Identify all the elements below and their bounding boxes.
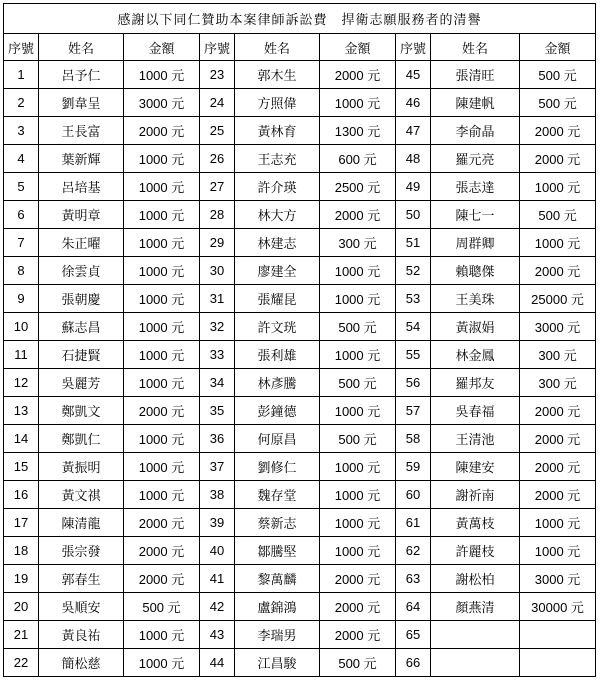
table-row xyxy=(4,173,596,201)
serial-number-cell: 44 xyxy=(200,649,235,677)
col-header-amount: 金額 xyxy=(124,34,200,61)
serial-number-cell: 40 xyxy=(200,537,235,565)
table-row xyxy=(4,229,596,257)
serial-number-cell: 22 xyxy=(4,649,39,677)
col-header-no: 序號 xyxy=(4,34,39,61)
donation-amount-cell: 1000 元 xyxy=(124,341,200,369)
donation-amount-cell xyxy=(520,621,596,649)
serial-number-cell: 37 xyxy=(200,453,235,481)
donor-name-cell: 蔡新志 xyxy=(235,509,320,537)
donation-amount-cell: 2000 元 xyxy=(520,453,596,481)
serial-number-cell: 42 xyxy=(200,593,235,621)
serial-number-cell: 64 xyxy=(396,593,431,621)
serial-number-cell: 9 xyxy=(4,285,39,313)
serial-number-cell: 56 xyxy=(396,369,431,397)
donation-amount-cell: 3000 元 xyxy=(520,565,596,593)
donation-amount-cell: 2000 元 xyxy=(124,537,200,565)
donation-amount-cell: 2000 元 xyxy=(520,117,596,145)
donor-name-cell: 徐雲貞 xyxy=(39,257,124,285)
donation-amount-cell: 1000 元 xyxy=(124,425,200,453)
donor-name-cell: 劉修仁 xyxy=(235,453,320,481)
serial-number-cell: 46 xyxy=(396,89,431,117)
donation-amount-cell: 1000 元 xyxy=(124,453,200,481)
serial-number-cell: 10 xyxy=(4,313,39,341)
serial-number-cell: 15 xyxy=(4,453,39,481)
serial-number-cell: 39 xyxy=(200,509,235,537)
donor-name-cell: 王長富 xyxy=(39,117,124,145)
serial-number-cell: 5 xyxy=(4,173,39,201)
donor-name-cell: 陳七一 xyxy=(431,201,520,229)
serial-number-cell: 16 xyxy=(4,481,39,509)
donation-amount-cell xyxy=(520,649,596,677)
serial-number-cell: 34 xyxy=(200,369,235,397)
table-row xyxy=(4,145,596,173)
table-row xyxy=(4,313,596,341)
serial-number-cell: 57 xyxy=(396,397,431,425)
donation-amount-cell: 1000 元 xyxy=(320,89,396,117)
donor-name-cell: 張宗發 xyxy=(39,537,124,565)
serial-number-cell: 51 xyxy=(396,229,431,257)
donation-amount-cell: 1000 元 xyxy=(124,621,200,649)
table-row xyxy=(4,509,596,537)
donor-name-cell: 林建志 xyxy=(235,229,320,257)
donor-name-cell xyxy=(431,649,520,677)
serial-number-cell: 32 xyxy=(200,313,235,341)
donor-name-cell: 羅邦友 xyxy=(431,369,520,397)
donation-amount-cell: 300 元 xyxy=(520,369,596,397)
col-header-name: 姓名 xyxy=(235,34,320,61)
donation-amount-cell: 2000 元 xyxy=(320,593,396,621)
donor-name-cell: 黃良祐 xyxy=(39,621,124,649)
donor-name-cell: 劉韋呈 xyxy=(39,89,124,117)
donation-amount-cell: 500 元 xyxy=(124,593,200,621)
donation-amount-cell: 2000 元 xyxy=(124,509,200,537)
serial-number-cell: 27 xyxy=(200,173,235,201)
donor-name-cell: 王清池 xyxy=(431,425,520,453)
donor-name-cell: 盧錦鴻 xyxy=(235,593,320,621)
serial-number-cell: 52 xyxy=(396,257,431,285)
donor-name-cell: 朱正曜 xyxy=(39,229,124,257)
donor-name-cell: 鄭凱仁 xyxy=(39,425,124,453)
donor-name-cell: 彭鐘德 xyxy=(235,397,320,425)
serial-number-cell: 21 xyxy=(4,621,39,649)
col-header-name: 姓名 xyxy=(431,34,520,61)
donation-amount-cell: 2000 元 xyxy=(320,201,396,229)
donation-amount-cell: 600 元 xyxy=(320,145,396,173)
donor-name-cell: 周群卿 xyxy=(431,229,520,257)
donation-amount-cell: 1000 元 xyxy=(124,257,200,285)
donation-amount-cell: 1000 元 xyxy=(124,61,200,89)
donor-name-cell: 顏燕清 xyxy=(431,593,520,621)
donor-name-cell: 林金鳳 xyxy=(431,341,520,369)
donation-amount-cell: 1000 元 xyxy=(124,369,200,397)
donation-amount-cell: 500 元 xyxy=(520,61,596,89)
col-header-amount: 金額 xyxy=(520,34,596,61)
serial-number-cell: 48 xyxy=(396,145,431,173)
donation-amount-cell: 1300 元 xyxy=(320,117,396,145)
table-row xyxy=(4,425,596,453)
donor-name-cell: 呂予仁 xyxy=(39,61,124,89)
serial-number-cell: 4 xyxy=(4,145,39,173)
donation-amount-cell: 1000 元 xyxy=(320,285,396,313)
table-row xyxy=(4,649,596,677)
donation-amount-cell: 1000 元 xyxy=(124,145,200,173)
donation-amount-cell: 1000 元 xyxy=(124,173,200,201)
donation-amount-cell: 2000 元 xyxy=(320,565,396,593)
table-row xyxy=(4,537,596,565)
donor-name-cell: 陳建帆 xyxy=(431,89,520,117)
table-row xyxy=(4,565,596,593)
table-row xyxy=(4,397,596,425)
donor-table xyxy=(3,3,596,677)
serial-number-cell: 50 xyxy=(396,201,431,229)
serial-number-cell: 65 xyxy=(396,621,431,649)
donation-amount-cell: 2000 元 xyxy=(520,397,596,425)
donation-amount-cell: 3000 元 xyxy=(520,313,596,341)
donor-name-cell: 吳順安 xyxy=(39,593,124,621)
serial-number-cell: 18 xyxy=(4,537,39,565)
donation-amount-cell: 1000 元 xyxy=(124,229,200,257)
donation-amount-cell: 2000 元 xyxy=(124,565,200,593)
donation-amount-cell: 2000 元 xyxy=(520,257,596,285)
donor-name-cell: 謝祈南 xyxy=(431,481,520,509)
donor-name-cell: 吳麗芳 xyxy=(39,369,124,397)
serial-number-cell: 20 xyxy=(4,593,39,621)
donation-amount-cell: 1000 元 xyxy=(124,285,200,313)
donation-amount-cell: 1000 元 xyxy=(124,201,200,229)
donor-name-cell: 黃明章 xyxy=(39,201,124,229)
donation-amount-cell: 1000 元 xyxy=(320,509,396,537)
donor-name-cell: 張志達 xyxy=(431,173,520,201)
donation-amount-cell: 1000 元 xyxy=(320,257,396,285)
donor-name-cell: 林大方 xyxy=(235,201,320,229)
donation-amount-cell: 500 元 xyxy=(320,369,396,397)
donor-name-cell: 王志充 xyxy=(235,145,320,173)
donor-name-cell: 呂培基 xyxy=(39,173,124,201)
serial-number-cell: 53 xyxy=(396,285,431,313)
col-header-no: 序號 xyxy=(200,34,235,61)
serial-number-cell: 63 xyxy=(396,565,431,593)
donor-name-cell: 許文珖 xyxy=(235,313,320,341)
serial-number-cell: 43 xyxy=(200,621,235,649)
donor-name-cell: 魏存堂 xyxy=(235,481,320,509)
donation-amount-cell: 1000 元 xyxy=(520,173,596,201)
serial-number-cell: 2 xyxy=(4,89,39,117)
table-row xyxy=(4,89,596,117)
table-row xyxy=(4,117,596,145)
donation-amount-cell: 1000 元 xyxy=(320,537,396,565)
donor-name-cell: 林彥騰 xyxy=(235,369,320,397)
serial-number-cell: 6 xyxy=(4,201,39,229)
donation-amount-cell: 1000 元 xyxy=(320,453,396,481)
donor-name-cell: 李俞晶 xyxy=(431,117,520,145)
donor-name-cell: 郭木生 xyxy=(235,61,320,89)
serial-number-cell: 49 xyxy=(396,173,431,201)
table-row xyxy=(4,201,596,229)
donation-amount-cell: 2000 元 xyxy=(320,61,396,89)
serial-number-cell: 54 xyxy=(396,313,431,341)
serial-number-cell: 17 xyxy=(4,509,39,537)
serial-number-cell: 45 xyxy=(396,61,431,89)
donation-amount-cell: 2000 元 xyxy=(520,145,596,173)
donor-name-cell: 吳春福 xyxy=(431,397,520,425)
donation-amount-cell: 500 元 xyxy=(520,89,596,117)
donation-amount-cell: 1000 元 xyxy=(320,481,396,509)
donation-amount-cell: 500 元 xyxy=(320,425,396,453)
serial-number-cell: 31 xyxy=(200,285,235,313)
donation-amount-cell: 1000 元 xyxy=(320,397,396,425)
donation-amount-cell: 2000 元 xyxy=(124,397,200,425)
donor-name-cell: 張耀昆 xyxy=(235,285,320,313)
donor-name-cell: 王美珠 xyxy=(431,285,520,313)
serial-number-cell: 55 xyxy=(396,341,431,369)
donor-name-cell: 謝松柏 xyxy=(431,565,520,593)
table-row xyxy=(4,369,596,397)
serial-number-cell: 3 xyxy=(4,117,39,145)
donation-amount-cell: 1000 元 xyxy=(520,509,596,537)
serial-number-cell: 41 xyxy=(200,565,235,593)
donor-name-cell: 郭春生 xyxy=(39,565,124,593)
donation-amount-cell: 500 元 xyxy=(320,313,396,341)
donation-amount-cell: 30000 元 xyxy=(520,593,596,621)
serial-number-cell: 26 xyxy=(200,145,235,173)
donor-name-cell: 廖建全 xyxy=(235,257,320,285)
serial-number-cell: 58 xyxy=(396,425,431,453)
donation-amount-cell: 2000 元 xyxy=(520,481,596,509)
col-header-amount: 金額 xyxy=(320,34,396,61)
donor-name-cell: 黎萬麟 xyxy=(235,565,320,593)
donor-name-cell: 許麗枝 xyxy=(431,537,520,565)
serial-number-cell: 7 xyxy=(4,229,39,257)
header-row xyxy=(4,34,596,61)
table-row xyxy=(4,341,596,369)
donation-amount-cell: 3000 元 xyxy=(124,89,200,117)
donation-amount-cell: 2000 元 xyxy=(124,117,200,145)
donor-name-cell: 李瑞男 xyxy=(235,621,320,649)
donation-amount-cell: 1000 元 xyxy=(520,229,596,257)
donor-name-cell xyxy=(431,621,520,649)
donation-amount-cell: 300 元 xyxy=(320,229,396,257)
donor-name-cell: 蘇志昌 xyxy=(39,313,124,341)
donor-name-cell: 羅元亮 xyxy=(431,145,520,173)
donation-amount-cell: 1000 元 xyxy=(520,537,596,565)
donor-name-cell: 黃淑娟 xyxy=(431,313,520,341)
serial-number-cell: 12 xyxy=(4,369,39,397)
donor-name-cell: 鄭凱文 xyxy=(39,397,124,425)
table-row xyxy=(4,621,596,649)
serial-number-cell: 14 xyxy=(4,425,39,453)
table-row xyxy=(4,453,596,481)
table-row xyxy=(4,593,596,621)
serial-number-cell: 59 xyxy=(396,453,431,481)
serial-number-cell: 61 xyxy=(396,509,431,537)
serial-number-cell: 25 xyxy=(200,117,235,145)
donor-name-cell: 石捷賢 xyxy=(39,341,124,369)
donor-name-cell: 張朝慶 xyxy=(39,285,124,313)
donor-name-cell: 黃振明 xyxy=(39,453,124,481)
donor-name-cell: 方照偉 xyxy=(235,89,320,117)
donor-name-cell: 張利雄 xyxy=(235,341,320,369)
serial-number-cell: 47 xyxy=(396,117,431,145)
donor-name-cell: 江昌駿 xyxy=(235,649,320,677)
donation-amount-cell: 500 元 xyxy=(320,649,396,677)
page-title: 感謝以下同仁贊助本案律師訴訟費 捍衛志願服務者的清譽 xyxy=(4,4,596,34)
serial-number-cell: 33 xyxy=(200,341,235,369)
serial-number-cell: 13 xyxy=(4,397,39,425)
serial-number-cell: 29 xyxy=(200,229,235,257)
donation-amount-cell: 2500 元 xyxy=(320,173,396,201)
donor-name-cell: 葉新輝 xyxy=(39,145,124,173)
donation-amount-cell: 25000 元 xyxy=(520,285,596,313)
serial-number-cell: 1 xyxy=(4,61,39,89)
donation-amount-cell: 2000 元 xyxy=(520,425,596,453)
serial-number-cell: 62 xyxy=(396,537,431,565)
table-row xyxy=(4,257,596,285)
donor-name-cell: 陳清龍 xyxy=(39,509,124,537)
serial-number-cell: 24 xyxy=(200,89,235,117)
serial-number-cell: 23 xyxy=(200,61,235,89)
serial-number-cell: 8 xyxy=(4,257,39,285)
table-row xyxy=(4,481,596,509)
donation-amount-cell: 1000 元 xyxy=(124,649,200,677)
donor-name-cell: 許介瑛 xyxy=(235,173,320,201)
col-header-no: 序號 xyxy=(396,34,431,61)
serial-number-cell: 35 xyxy=(200,397,235,425)
serial-number-cell: 60 xyxy=(396,481,431,509)
donor-name-cell: 鄒騰堅 xyxy=(235,537,320,565)
table-row xyxy=(4,61,596,89)
serial-number-cell: 36 xyxy=(200,425,235,453)
donation-amount-cell: 1000 元 xyxy=(124,313,200,341)
table-row xyxy=(4,285,596,313)
donor-name-cell: 張清旺 xyxy=(431,61,520,89)
serial-number-cell: 11 xyxy=(4,341,39,369)
donation-amount-cell: 2000 元 xyxy=(320,621,396,649)
donor-name-cell: 賴聰傑 xyxy=(431,257,520,285)
donor-name-cell: 黃萬枝 xyxy=(431,509,520,537)
serial-number-cell: 38 xyxy=(200,481,235,509)
donor-name-cell: 黃文祺 xyxy=(39,481,124,509)
col-header-name: 姓名 xyxy=(39,34,124,61)
donor-name-cell: 黃林育 xyxy=(235,117,320,145)
serial-number-cell: 28 xyxy=(200,201,235,229)
donation-amount-cell: 300 元 xyxy=(520,341,596,369)
serial-number-cell: 30 xyxy=(200,257,235,285)
serial-number-cell: 19 xyxy=(4,565,39,593)
donation-amount-cell: 500 元 xyxy=(520,201,596,229)
serial-number-cell: 66 xyxy=(396,649,431,677)
donor-name-cell: 何原昌 xyxy=(235,425,320,453)
donor-name-cell: 陳建安 xyxy=(431,453,520,481)
donor-name-cell: 簡松慈 xyxy=(39,649,124,677)
donation-amount-cell: 1000 元 xyxy=(124,481,200,509)
donation-amount-cell: 1000 元 xyxy=(320,341,396,369)
